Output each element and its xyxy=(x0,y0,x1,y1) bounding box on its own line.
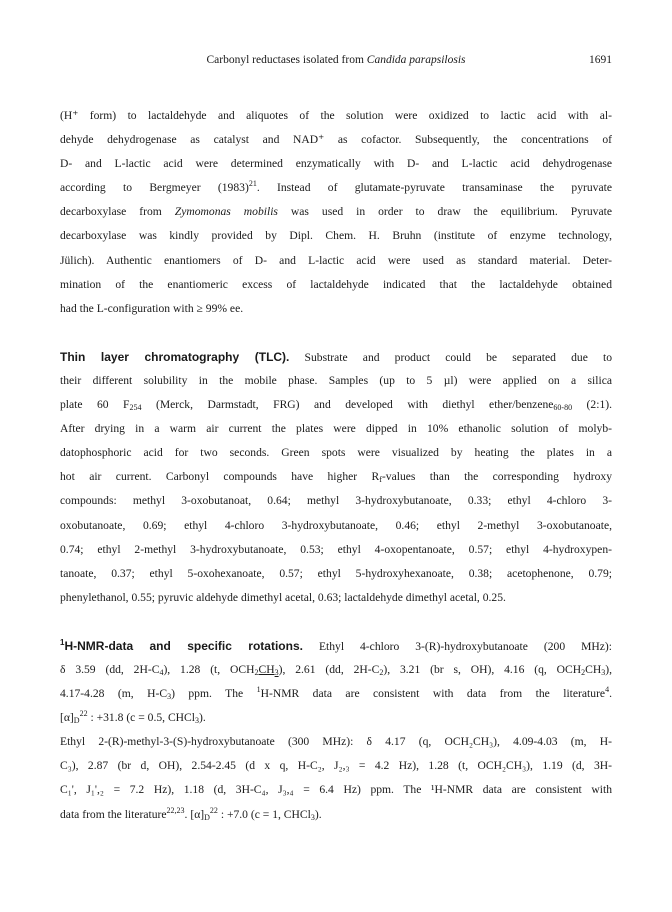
text-line: according to Bergmeyer $(1983)^{21}$. Instead of glutamate-pyruvate transaminase the pyruvate xyxy=(60,179,612,195)
text-line: Thin layer chromatography (TLC). Substrate and product could be separated due to xyxy=(60,349,612,364)
text-line: δ 3.59 (dd, $2H-C_4$), 1.28 (t, $OCH_2CH_3$), 2.61 (dd, $2H-C_2$), 3.21 (br s, OH), 4.16 (q, $OCH_2CH_3$), xyxy=(60,662,612,677)
text-line: $^1$H-NMR-data and specific rotations. Ethyl 4-chloro 3-(R)-hydroxybutanoate (200 MHz): xyxy=(60,637,612,653)
text-line: C₁', J₁',₂ = 7.2 Hz), 1.18 (d, 3H-C₄, J₃,₄ = 6.4 Hz) ppm. The ¹H-NMR data are consistent with xyxy=(60,783,612,797)
text-line: C₃), 2.87 (br d, OH), 2.54-2.45 (d x q, H-C₂, J₂,₃ = 4.2 Hz), 1.28 (t, OCH₂CH₃), 1.19 (d, 3H- xyxy=(60,759,612,773)
text-line: decarboxylase was kindly provided by Dipl. Chem. H. Bruhn (institute of enzyme technology, xyxy=(60,229,612,243)
text-line: oxobutanoate, 0.69; ethyl 4-chloro 3-hydroxybutanoate, 0.46; ethyl 2-methyl 3-oxobutanoate, xyxy=(60,518,612,532)
text-line: hot air current. Carbonyl compounds have higher $R_f$-values than the corresponding hydroxy xyxy=(60,470,612,485)
body-text xyxy=(60,104,612,827)
text-line: decarboxylase from Zymomonas mobilis was used in order to draw the equilibrium. Pyruvate xyxy=(60,205,612,219)
section-tlc xyxy=(60,345,612,610)
text-line: plate 60 $F_{254}$ (Merck, Darmstadt, FRG) and developed with diethyl ether/benzene$_{60-80}$ (2:1). xyxy=(60,398,612,413)
text-line: 0.74; ethyl 2-methyl 3-hydroxybutanoate, 0.53; ethyl 4-oxopentanoate, 0.57; ethyl 4-hydroxypen- xyxy=(60,542,612,556)
text-line: had the L-configuration with ≥ 99% ee. xyxy=(60,301,244,315)
text-line: datophosphoric acid for two seconds. Green spots were visualized by heating the plates in a xyxy=(60,446,612,460)
text-line: their different solubility in the mobile phase. Samples (up to 5 µl) were applied on a silica xyxy=(60,373,612,387)
section-heading: Thin layer chromatography (TLC). xyxy=(60,349,290,364)
page-number: 1691 xyxy=(589,54,612,66)
text-line: After drying in a warm air current the plates were dipped in 10% ethanolic solution of molyb- xyxy=(60,422,612,436)
text-line: tanoate, 0.37; ethyl 5-oxohexanoate, 0.57; ethyl 5-hydroxyhexanoate, 0.38; acetophenone, 0.79; xyxy=(60,566,612,580)
paragraph-lactaldehyde xyxy=(60,104,612,321)
text-line: compounds: methyl 3-oxobutanoat, 0.64; methyl 3-hydroxybutanoate, 0.33; ethyl 4-chloro 3- xyxy=(60,494,612,508)
text-line: data from the literature$^{22,23}$. $[\alpha]_D^{22}$ : +7.0 (c = 1, CHCl$_3$). xyxy=(60,805,322,822)
text-line: dehyde dehydrogenase as catalyst and NAD⁺ as cofactor. Subsequently, the concentrations of xyxy=(60,133,612,147)
text-line: phenylethanol, 0.55; pyruvic aldehyde dimethyl acetal, 0.63; lactaldehyde dimethyl acetal, 0.25. xyxy=(60,590,506,604)
text-line: (H⁺ form) to lactaldehyde and aliquotes of the solution were oxidized to lactic acid with al- xyxy=(60,109,612,122)
text-line: 4.17-4.28 (m, $H-C_3$) ppm. The $^1$H-NMR data are consistent with data from the literature$^4$. xyxy=(60,685,612,702)
section-nmr xyxy=(60,634,612,827)
text-line: Ethyl 2-(R)-methyl-3-(S)-hydroxybutanoate (300 MHz): δ 4.17 (q, OCH₂CH₃), 4.09-4.03 (m, H- xyxy=(60,735,612,749)
text-line: $[\alpha]_D^{22}$ : +31.8 (c = 0.5, CHCl$_3$). xyxy=(60,709,206,726)
text-line: D- and L-lactic acid were determined enzymatically with D- and L-lactic acid dehydrogenase xyxy=(60,157,612,171)
section-heading: $^1$H-NMR-data and specific rotations. xyxy=(60,637,303,653)
text-line: Jülich). Authentic enantiomers of D- and L-lactic acid were used as standard material. Deter- xyxy=(60,253,612,267)
running-title: Carbonyl reductases isolated from Candida parapsilosis xyxy=(206,54,466,66)
text-line: mination of the enantiomeric excess of lactaldehyde indicated that the lactaldehyde obtained xyxy=(60,277,612,291)
running-header xyxy=(60,54,612,72)
